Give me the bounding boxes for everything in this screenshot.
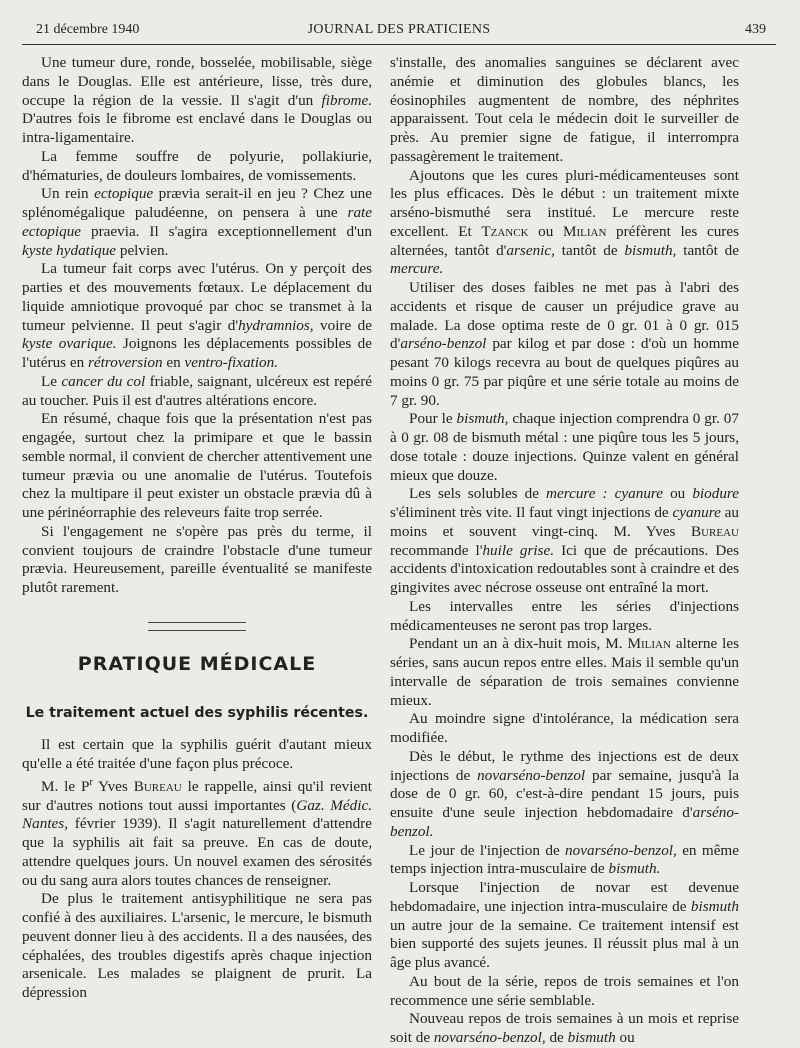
paragraph: La femme souffre de polyurie, pollakiurie, d'hématuries, de douleurs lombaires, de vomissements.: [22, 147, 372, 184]
right-column: [390, 54, 739, 1048]
header-date: 21 décembre 1940: [36, 22, 140, 37]
paragraph: De plus le traitement antisyphilitique ne sera pas confié à des auxiliaires. L'arsenic, le mercure, le bismuth peuvent donner lieu à des accidents. Il a des nausées, des céphalées, des troubles digestifs après chaque injection arsenicale. Les malades se plaignent de prurit. La dépression: [22, 890, 372, 1002]
paragraph: Lorsque l'injection de novar est devenue hebdomadaire, une injection intra-musculaire de bismuth un autre jour de la semaine. Ce traitement intensif est bien supporté des sujets jeunes. Il réussit plus mal à un âge plus avancé.: [390, 879, 739, 971]
paragraph: Dès le début, le rythme des injections est de deux injections de novarséno-benzol par semaine, jusqu'à la dose de 0 gr. 60, c'est-à-dire pendant 15 jours, puis ensuite d'une seule injection hebdomadaire d'arséno-benzol.: [390, 747, 739, 840]
paragraph: Le cancer du col friable, saignant, ulcéreux est repéré au toucher. Puis il est d'autres altérations encore.: [22, 372, 373, 409]
paragraph: Pendant un an à dix-huit mois, M. Milian alterne les séries, sans aucun repos entre elles. Mais il semble qu'un intervalle de séparation de trois semaines convienne mieux.: [390, 635, 740, 709]
journal-title: JOURNAL DES PRATICIENS: [307, 22, 491, 37]
paragraph: Il est certain que la syphilis guérit d'autant mieux qu'elle a été traitée d'une façon plus précoce.: [22, 736, 372, 772]
paragraph: Pour le bismuth, chaque injection comprendra 0 gr. 07 à 0 gr. 08 de bismuth métal : une piqûre tous les 5 jours, dose totale : douze injections. Quinze valent en général mieux que douze.: [390, 410, 739, 484]
left-column: [22, 54, 372, 1003]
paragraph: Une tumeur dure, ronde, bosselée, mobilisable, siège dans le Douglas. Elle est antérieure, lisse, très dure, occupe la région de la vessie. Il s'agit d'un fibrome. D'autres fois le fibrome est enclavé dans le Douglas ou intra-ligamentaire.: [22, 54, 372, 146]
paragraph: Les sels solubles de mercure : cyanure ou biodure s'éliminent très vite. Il faut vingt injections de cyanure au moins et souvent vingt-cinq. M. Yves Bureau recommande l'huile grise. Ici que de précautions. Des accidents d'intoxication redoutables sont à craindre et des gingivites avec nécrose osseuse ont entraîné la mort.: [390, 485, 740, 596]
article-title: Le traitement actuel des syphilis récentes.: [25, 704, 369, 721]
left-bottom-paragraphs: [22, 736, 372, 1003]
paragraph: La tumeur fait corps avec l'utérus. On y perçoit des parties et des mouvements fœtaux. Le déplacement du liquide amniotique provoqué par choc se transmet à la tumeur pelvienne. Il peut s'agir d'hydramnios, voire de kyste ovarique. Joignons les déplacements possibles de l'utérus en rétroversion en ventro-fixation.: [22, 260, 373, 371]
paragraph: M. le $P^r$ Yves Bureau le rappelle, ainsi qu'il revient sur d'autres notions tout aussi importantes (Gaz. Médic. Nantes, février 1939). Il s'agit naturellement d'attendre que la syphilis ait fait sa preuve. En cas de doute, attendre quelques jours. Un nouvel examen des sérosités ou du sang aura alors toutes chances de renseigner.: [22, 776, 372, 889]
paragraph: Au moindre signe d'intolérance, la médication sera modifiée.: [390, 710, 739, 746]
paragraph: Au bout de la série, repos de trois semaines et l'on recommence une série semblable.: [390, 972, 739, 1009]
paragraph: Utiliser des doses faibles ne met pas à l'abri des accidents et risque de causer un préjudice grave au malade. La dose optima reste de 0 gr. 01 à 0 gr. 015 d'arséno-benzol par kilog et par dose : d'où un homme pesant 70 kilogs recevra au bout de quelques piqûres au moins 0 gr. 75 par piqûre et une série totale au moins de 7 gr. 90.: [390, 279, 739, 409]
paragraph: s'installe, des anomalies sanguines se déclarent avec anémie et diminution des globules blancs, les éosinophiles augmentent de nombre, des néphrites apparaissent. Tout cela le médecin doit le surveiller de près. Au premier signe de fatigue, il interrompra passagèrement le traitement.: [390, 54, 739, 165]
running-header: [22, 20, 776, 45]
paragraph: Si l'engagement ne s'opère pas près du terme, il convient toujours de craindre l'obstacle d'une tumeur prævia. Heureusement, pareille éventualité se manifeste plutôt rarement.: [22, 522, 372, 596]
paragraph: Les intervalles entre les séries d'injections médicamenteuses ne seront pas trop larges.: [390, 597, 739, 634]
paragraph: Un rein ectopique prævia serait-il en jeu ? Chez une splénomégalique paludéenne, on pensera à une rate ectopique praevia. Il s'agira exceptionnellement d'un kyste hydatique pelvien.: [22, 185, 372, 259]
paragraph: Nouveau repos de trois semaines à un mois et reprise soit de novarséno-benzol, de bismuth ou: [390, 1010, 739, 1046]
paragraph: En résumé, chaque fois que la présentation n'est pas engagée, surtout chez la primipare et que le bassin semble normal, il convient de chercher attentivement une tumeur prævia ou une anomalie de l'utérus. Toutefois chez la multipare il peut exister un obstacle prævia dû à une périnéorraphie des releveurs faite trop serrée.: [22, 410, 372, 521]
section-title: PRATIQUE MÉDICALE: [77, 652, 317, 675]
section-divider: [148, 622, 246, 631]
left-top-paragraphs: [22, 54, 372, 598]
paragraph: Ajoutons que les cures pluri-médicamenteuses sont les plus efficaces. Dès le début : un traitement mixte arséno-bismuthé sera institué. Le mercure reste excellent. Et Tzanck ou Milian préfèrent les cures alternées, tantôt d'arsenic, tantôt de bismuth, tantôt de mercure.: [390, 166, 740, 278]
page-number: 439: [745, 22, 766, 37]
paragraph: Le jour de l'injection de novarséno-benzol, en même temps injection intra-musculaire de bismuth.: [390, 841, 739, 878]
